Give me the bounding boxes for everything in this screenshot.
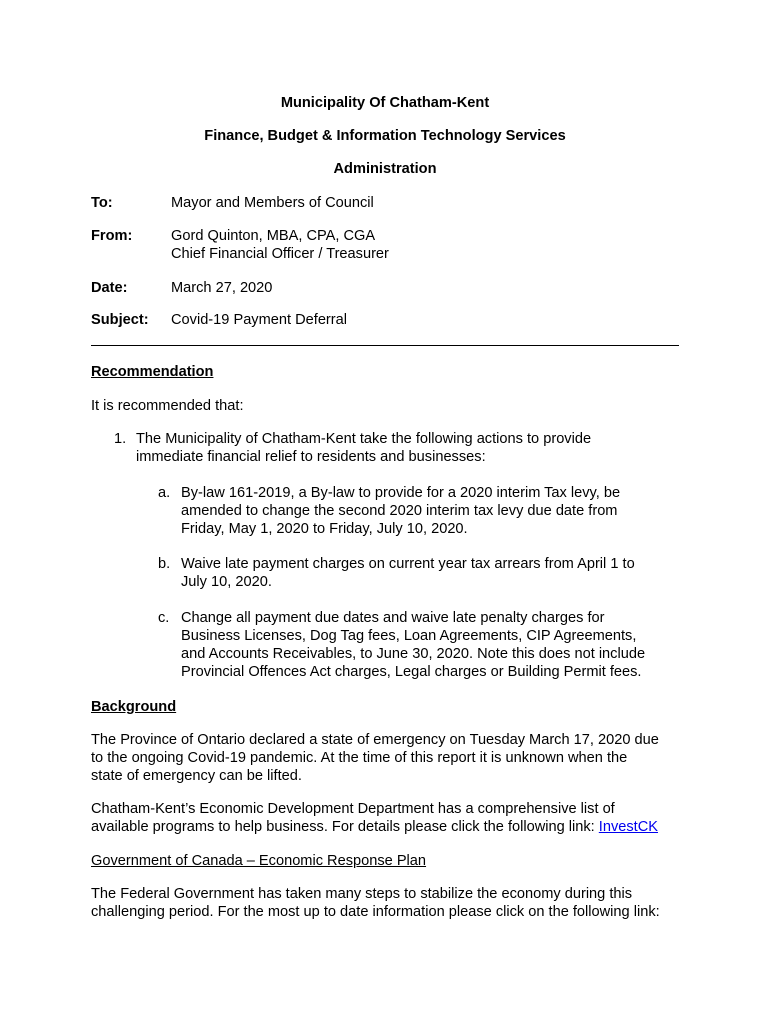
date-label: Date: [91, 280, 128, 296]
economic-response-heading: Government of Canada – Economic Response Plan [91, 853, 427, 869]
background-p3-line-1: The Federal Government has taken many steps to stabilize the economy during this [91, 886, 633, 902]
background-p2-line-1: Chatham-Kent’s Economic Development Department has a comprehensive list of [91, 801, 615, 817]
item-b-letter: b. [158, 556, 171, 572]
background-p3-line-2: challenging period. For the most up to date information please click on the following link: [91, 904, 660, 920]
org-title: Municipality Of Chatham-Kent [280, 95, 490, 111]
background-p2-text: available programs to help business. For details please click the following link: [91, 819, 599, 835]
item-1-line-2: immediate financial relief to residents and businesses: [136, 449, 486, 465]
background-p1-line-2: to the ongoing Covid-19 pandemic. At the time of this report it is unknown when the [91, 750, 628, 766]
item-c-line-1: Change all payment due dates and waive late penalty charges for [181, 610, 605, 626]
item-a-line-3: Friday, May 1, 2020 to Friday, July 10, 2020. [181, 521, 468, 537]
header-divider [91, 345, 679, 346]
background-p1-line-3: state of emergency can be lifted. [91, 768, 302, 784]
subject-value: Covid-19 Payment Deferral [171, 312, 348, 328]
to-value: Mayor and Members of Council [171, 195, 374, 211]
recommendation-intro: It is recommended that: [91, 398, 244, 414]
item-b-line-1: Waive late payment charges on current year tax arrears from April 1 to [181, 556, 635, 572]
subject-label: Subject: [91, 312, 149, 328]
item-1-line-1: The Municipality of Chatham-Kent take the following actions to provide [136, 431, 592, 447]
department-title: Finance, Budget & Information Technology Services [204, 128, 566, 144]
item-b-line-2: July 10, 2020. [181, 574, 272, 590]
item-1-number: 1. [114, 431, 127, 447]
to-label: To: [91, 195, 113, 211]
background-heading: Background [91, 699, 177, 715]
item-a-line-1: By-law 161-2019, a By-law to provide for a 2020 interim Tax levy, be [181, 485, 621, 501]
investck-link[interactable]: InvestCK [598, 819, 659, 835]
item-a-letter: a. [158, 485, 171, 501]
background-p1-line-1: The Province of Ontario declared a state of emergency on Tuesday March 17, 2020 due [91, 732, 659, 748]
item-c-letter: c. [158, 610, 170, 626]
item-c-line-3: and Accounts Receivables, to June 30, 2020. Note this does not include [181, 646, 646, 662]
from-title: Chief Financial Officer / Treasurer [171, 246, 389, 262]
division-title: Administration [333, 161, 437, 177]
item-a-line-2: amended to change the second 2020 interim tax levy due date from [181, 503, 618, 519]
from-name: Gord Quinton, MBA, CPA, CGA [171, 228, 376, 244]
recommendation-heading: Recommendation [91, 364, 214, 380]
item-c-line-2: Business Licenses, Dog Tag fees, Loan Agreements, CIP Agreements, [181, 628, 637, 644]
date-value: March 27, 2020 [171, 280, 273, 296]
from-label: From: [91, 228, 133, 244]
background-p2-line-2 [91, 818, 658, 836]
item-c-line-4: Provincial Offences Act charges, Legal charges or Building Permit fees. [181, 664, 642, 680]
